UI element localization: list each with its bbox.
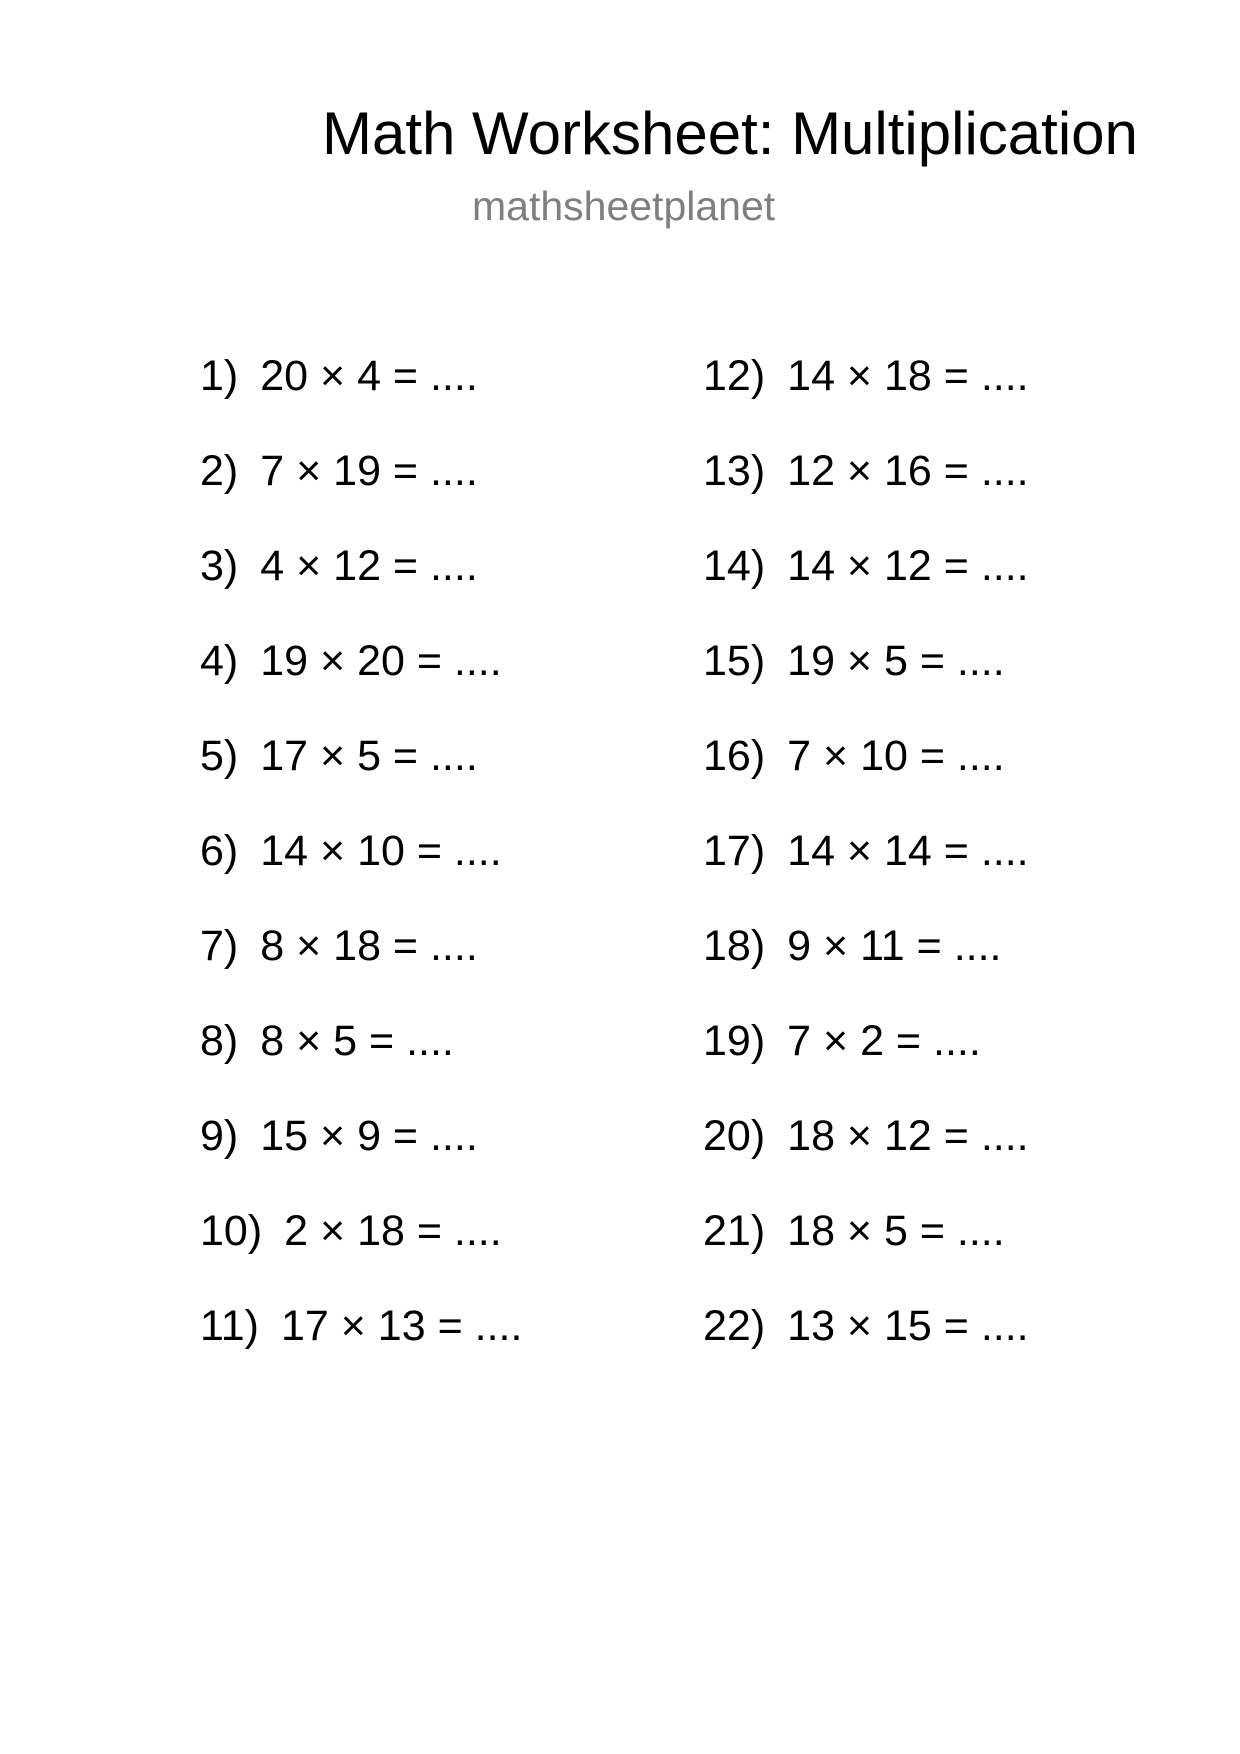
problem-number: 8)	[200, 1017, 239, 1065]
problem-expression: 13 × 15 = ....	[787, 1302, 1029, 1350]
problem-expression: 8 × 5 = ....	[260, 1017, 454, 1065]
problem-item	[703, 1205, 1029, 1300]
problem-expression: 2 × 18 = ....	[284, 1207, 502, 1255]
problem-number: 11)	[200, 1302, 259, 1350]
problem-item	[200, 920, 522, 1015]
problem-item	[703, 1015, 1029, 1110]
problem-item	[200, 445, 522, 540]
problem-item	[703, 445, 1029, 540]
problem-expression: 19 × 20 = ....	[260, 637, 502, 685]
problems-column-right	[703, 350, 1029, 1395]
problem-number: 9)	[200, 1112, 239, 1160]
problem-number: 7)	[200, 922, 239, 970]
problem-number: 21)	[703, 1207, 766, 1255]
problem-number: 19)	[703, 1017, 766, 1065]
problem-expression: 14 × 10 = ....	[260, 827, 502, 875]
problem-number: 1)	[200, 352, 239, 400]
problem-item	[200, 1015, 522, 1110]
problem-number: 22)	[703, 1302, 766, 1350]
problem-item	[200, 350, 522, 445]
problem-expression: 18 × 12 = ....	[787, 1112, 1029, 1160]
problem-number: 12)	[703, 352, 766, 400]
problem-number: 13)	[703, 447, 766, 495]
problem-number: 5)	[200, 732, 239, 780]
problem-item	[200, 1300, 522, 1395]
problem-expression: 4 × 12 = ....	[260, 542, 478, 590]
problem-expression: 12 × 16 = ....	[787, 447, 1029, 495]
problem-number: 3)	[200, 542, 239, 590]
problem-number: 18)	[703, 922, 766, 970]
problem-item	[703, 540, 1029, 635]
problem-item	[200, 540, 522, 635]
problem-number: 4)	[200, 637, 239, 685]
problem-number: 6)	[200, 827, 239, 875]
problem-expression: 7 × 19 = ....	[260, 447, 478, 495]
problem-expression: 14 × 14 = ....	[787, 827, 1029, 875]
problem-item	[703, 1110, 1029, 1205]
problem-number: 17)	[703, 827, 766, 875]
problem-item	[703, 825, 1029, 920]
problem-item	[200, 730, 522, 825]
worksheet-title: Math Worksheet: Multiplication	[322, 100, 1138, 167]
problem-expression: 9 × 11 = ....	[787, 922, 1002, 970]
problem-number: 14)	[703, 542, 766, 590]
problem-expression: 17 × 13 = ....	[280, 1302, 523, 1350]
problem-expression: 14 × 12 = ....	[787, 542, 1029, 590]
worksheet-subtitle: mathsheetplanet	[472, 183, 776, 229]
problem-number: 16)	[703, 732, 766, 780]
problem-number: 20)	[703, 1112, 766, 1160]
problem-expression: 7 × 10 = ....	[787, 732, 1005, 780]
problem-number: 10)	[200, 1207, 263, 1255]
problem-expression: 17 × 5 = ....	[260, 732, 478, 780]
problem-expression: 15 × 9 = ....	[260, 1112, 478, 1160]
problem-item	[703, 1300, 1029, 1395]
problems-column-left	[200, 350, 522, 1395]
problem-expression: 8 × 18 = ....	[260, 922, 478, 970]
problem-number: 15)	[703, 637, 766, 685]
problem-item	[703, 920, 1029, 1015]
problem-expression: 18 × 5 = ....	[787, 1207, 1005, 1255]
problem-expression: 19 × 5 = ....	[787, 637, 1005, 685]
problem-expression: 20 × 4 = ....	[260, 352, 478, 400]
problem-item	[200, 1205, 522, 1300]
problem-item	[703, 350, 1029, 445]
problem-item	[703, 635, 1029, 730]
problem-item	[200, 1110, 522, 1205]
problem-item	[703, 730, 1029, 825]
problem-item	[200, 825, 522, 920]
problem-expression: 7 × 2 = ....	[787, 1017, 981, 1065]
problem-number: 2)	[200, 447, 239, 495]
problem-item	[200, 635, 522, 730]
problem-expression: 14 × 18 = ....	[787, 352, 1029, 400]
